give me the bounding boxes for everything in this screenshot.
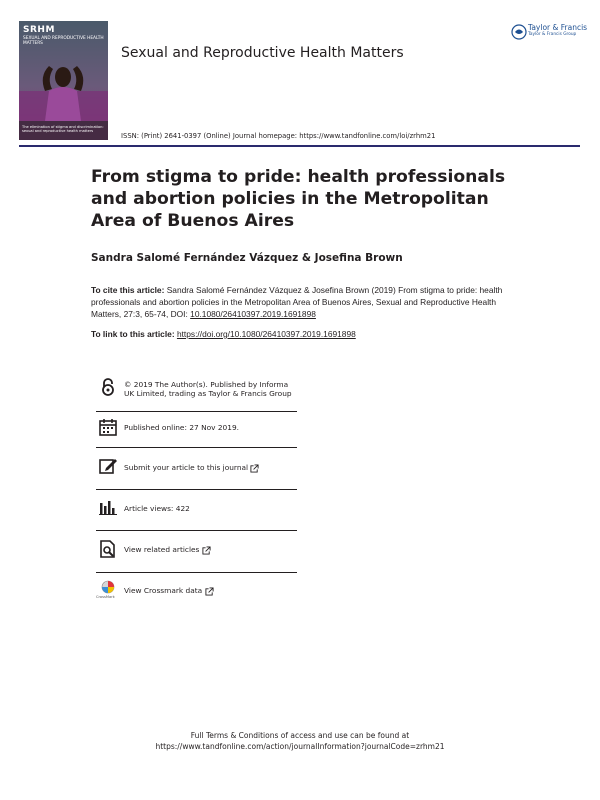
row-divider xyxy=(96,489,297,490)
article-views: Article views: 422 xyxy=(124,504,190,513)
open-access-icon xyxy=(98,377,118,397)
external-link-icon xyxy=(202,546,211,555)
link-label: To link to this article: xyxy=(91,329,175,339)
citation-text: Sandra Salomé Fernández Vázquez & Josefina Brown (2019) From stigma to pride: health professionals and abortion policies in the Metropolitan Area of Buenos Aires, Sexual and Reproductive Health Matters, 27:3, 65-74, DOI: xyxy=(91,285,503,319)
footer-terms-link[interactable]: https://www.tandfonline.com/action/journalInformation?journalCode=zrhm21 xyxy=(155,742,445,751)
crossmark-label: View Crossmark data xyxy=(124,586,203,595)
external-link-icon xyxy=(250,464,259,473)
article-doi-link[interactable]: https://doi.org/10.1080/26410397.2019.1691898 xyxy=(176,329,356,339)
article-authors[interactable]: Sandra Salomé Fernández Vázquez & Josefina Brown xyxy=(91,252,403,264)
related-articles-icon xyxy=(98,539,118,559)
article-link-line xyxy=(91,329,511,339)
row-divider xyxy=(96,447,297,448)
bar-chart-icon xyxy=(98,497,118,517)
article-title: From stigma to pride: health professionals and abortion policies in the Metropolitan Area of Buenos Aires xyxy=(91,167,506,231)
footer-terms-text: Full Terms & Conditions of access and use can be found at xyxy=(190,731,410,740)
calendar-icon xyxy=(98,417,118,437)
citation-block xyxy=(91,285,511,320)
edit-icon xyxy=(98,456,118,476)
cover-subtitle: SEXUAL AND REPRODUCTIVE HEALTH MATTERS xyxy=(23,36,104,46)
cover-title: SRHM xyxy=(23,25,55,35)
submit-article-label: Submit your article to this journal xyxy=(124,463,249,472)
crossmark-logo-text: CrossMark xyxy=(96,595,115,599)
published-date: Published online: 27 Nov 2019. xyxy=(124,423,239,432)
citation-label: To cite this article: xyxy=(91,285,165,295)
crossmark-link[interactable] xyxy=(124,586,299,596)
related-articles-link[interactable] xyxy=(124,545,299,555)
journal-title: Sexual and Reproductive Health Matters xyxy=(121,45,404,61)
citation-doi-link[interactable]: 10.1080/26410397.2019.1691898 xyxy=(190,308,316,319)
issn-homepage-line[interactable]: ISSN: (Print) 2641-0397 (Online) Journal homepage: https://www.tandfonline.com/loi/zrhm21 xyxy=(121,132,436,140)
related-articles-label: View related articles xyxy=(124,545,200,554)
external-link-icon xyxy=(205,587,214,596)
publisher-name: Taylor & Francis xyxy=(528,23,588,32)
license-text: © 2019 The Author(s). Published by Informa UK Limited, trading as Taylor & Francis Group xyxy=(124,380,292,399)
journal-cover-image xyxy=(19,21,108,140)
row-divider xyxy=(96,572,297,573)
cover-caption: The elimination of stigma and discrimination: sexual and reproductive health matters xyxy=(22,125,104,134)
submit-article-link[interactable] xyxy=(124,463,299,473)
header-divider xyxy=(19,145,580,147)
row-divider xyxy=(96,411,297,412)
row-divider xyxy=(96,530,297,531)
publisher-group: Taylor & Francis Group xyxy=(528,32,577,37)
